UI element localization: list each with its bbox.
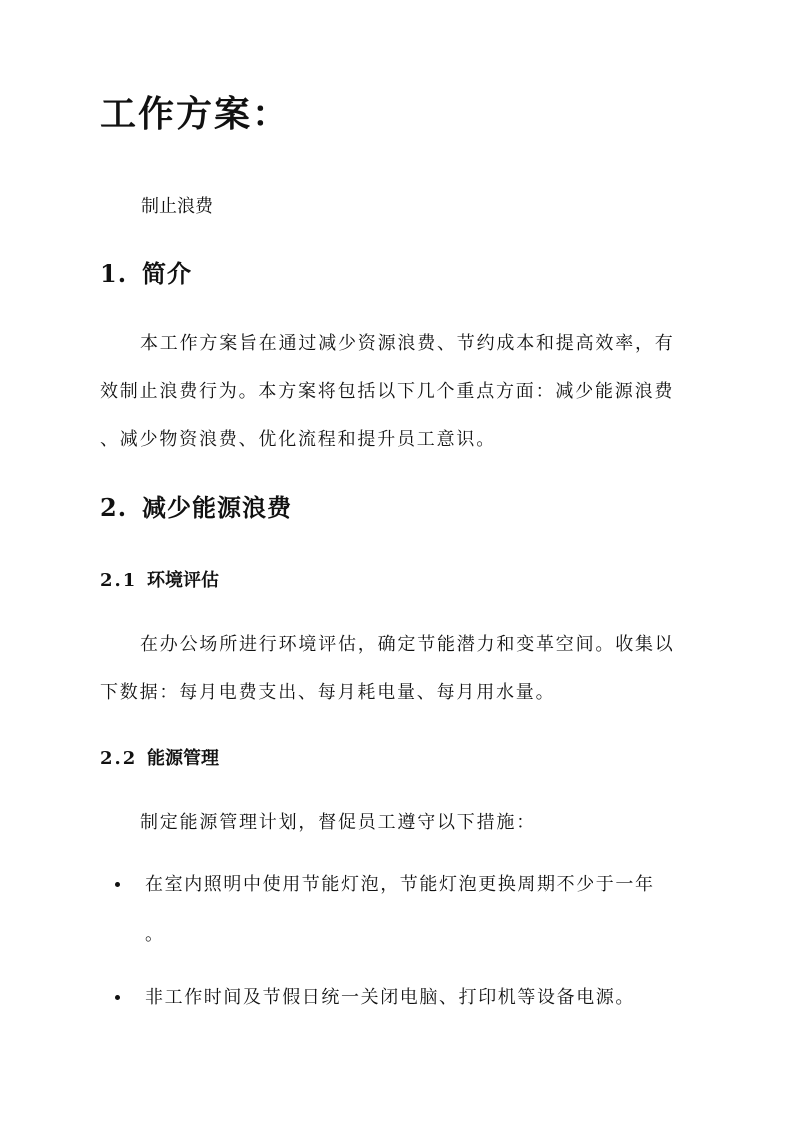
subsection-heading-energy-management: [100, 746, 219, 772]
section-title: 减少能源浪费: [142, 493, 292, 522]
section-heading-intro: [100, 258, 192, 290]
document-title: 工作方案：: [100, 93, 291, 135]
paragraph-line: 效制止浪费行为。本方案将包括以下几个重点方面：减少能源浪费: [100, 381, 675, 402]
paragraph-line: 在办公场所进行环境评估，确定节能潜力和变革空间。收集以: [140, 634, 675, 655]
intro-paragraph: [100, 320, 700, 464]
list-item-line: 在室内照明中使用节能灯泡，节能灯泡更换周期不少于一年: [145, 874, 655, 895]
bullet-icon: [115, 995, 120, 1000]
list-item-line: 。: [145, 924, 165, 945]
list-item-line: 非工作时间及节假日统一关闭电脑、打印机等设备电源。: [145, 987, 635, 1008]
paragraph-line: 本工作方案旨在通过减少资源浪费、节约成本和提高效率，有: [140, 333, 675, 354]
subsection-title: 环境评估: [147, 570, 219, 591]
section-title: 简介: [142, 259, 192, 288]
subsection-number: 2.2: [100, 748, 138, 769]
document-subtitle: 制止浪费: [141, 196, 213, 217]
section-number: 1.: [100, 259, 128, 288]
energy-management-intro: [100, 799, 700, 847]
subsection-heading-assessment: [100, 568, 219, 594]
list-item-text: [145, 860, 705, 960]
subsection-number: 2.1: [100, 570, 138, 591]
assessment-paragraph: [100, 621, 700, 717]
paragraph-line: 下数据：每月电费支出、每月耗电量、每月用水量。: [100, 682, 556, 703]
list-item-text: [145, 973, 705, 1023]
paragraph-line: 制定能源管理计划，督促员工遵守以下措施：: [140, 812, 536, 833]
section-heading-energy: [100, 492, 292, 524]
section-number: 2.: [100, 493, 128, 522]
paragraph-line: 、减少物资浪费、优化流程和提升员工意识。: [100, 429, 496, 450]
subsection-title: 能源管理: [147, 748, 219, 769]
bullet-icon: [115, 882, 120, 887]
